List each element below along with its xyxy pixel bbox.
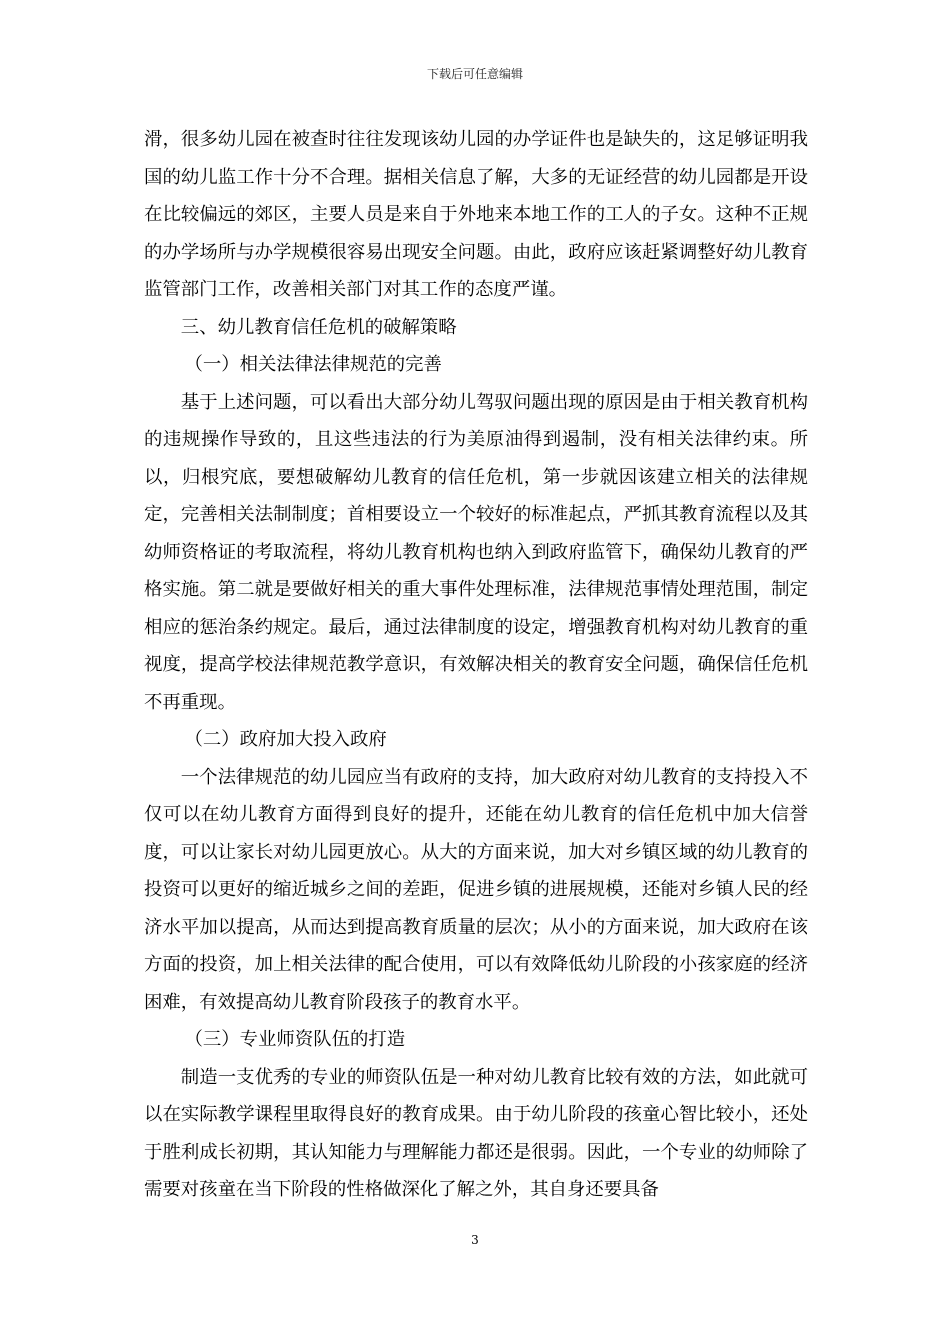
page-header: 下载后可任意编辑 [426, 67, 523, 81]
subsection-heading: （三）专业师资队伍的打造 [184, 1029, 406, 1050]
body-paragraph: 一个法律规范的幼儿园应当有政府的支持，加大政府对幼儿教育的支持投入不仅可以在幼儿教育方面得到良好的提升，还能在幼儿教育的信任危机中加大信誉度，可以让家长对幼儿园更放心。从大的方面来说，加大对乡镇区域的幼儿教育的投资可以更好的缩近城乡之间的差距，促进乡镇的进展规模，还能对乡镇人民的经济水平加以提高，从而达到提高教育质量的层次；从小的方面来说，加大政府在该方面的投资，加上相关法律的配合使用，可以有效降低幼儿阶段的小孩家庭的经济困难，有效提高幼儿教育阶段孩子的教育水平。 [144, 766, 808, 1013]
document-body [144, 121, 808, 1209]
body-paragraph: 滑，很多幼儿园在被查时往往发现该幼儿园的办学证件也是缺失的，这足够证明我国的幼儿监工作十分不合理。据相关信息了解，大多的无证经营的幼儿园都是开设在比较偏远的郊区，主要人员是来自于外地来本地工作的工人的子女。这种不正规的办学场所与办学规模很容易出现安全问题。由此，政府应该赶紧调整好幼儿教育监管部门工作，改善相关部门对其工作的态度严谨。 [144, 129, 808, 300]
body-paragraph: 基于上述问题，可以看出大部分幼儿驾驭问题出现的原因是由于相关教育机构的违规操作导致的，且这些违法的行为美原油得到遏制，没有相关法律约束。所以，归根究底，要想破解幼儿教育的信任危机，第一步就因该建立相关的法律规定，完善相关法制制度；首相要设立一个较好的标准起点，严抓其教育流程以及其幼师资格证的考取流程，将幼儿教育机构也纳入到政府监管下，确保幼儿教育的严格实施。第二就是要做好相关的重大事件处理标准，法律规范事情处理范围，制定相应的惩治条约规定。最后，通过法律制度的设定，增强教育机构对幼儿教育的重视度，提高学校法律规范教学意识，有效解决相关的教育安全问题，确保信任危机不再重现。 [144, 391, 808, 713]
body-paragraph: 制造一支优秀的专业的师资队伍是一种对幼儿教育比较有效的方法，如此就可以在实际教学课程里取得良好的教育成果。由于幼儿阶段的孩童心智比较小，还处于胜利成长初期，其认知能力与理解能力都还是很弱。因此，一个专业的幼师除了需要对孩童在当下阶段的性格做深化了解之外，其自身还要具备 [144, 1066, 808, 1200]
subsection-heading: （一）相关法律法律规范的完善 [184, 354, 442, 375]
section-heading: 三、幼儿教育信任危机的破解策略 [180, 316, 457, 338]
page-number: 3 [471, 1233, 479, 1247]
subsection-heading: （二）政府加大投入政府 [184, 729, 387, 750]
